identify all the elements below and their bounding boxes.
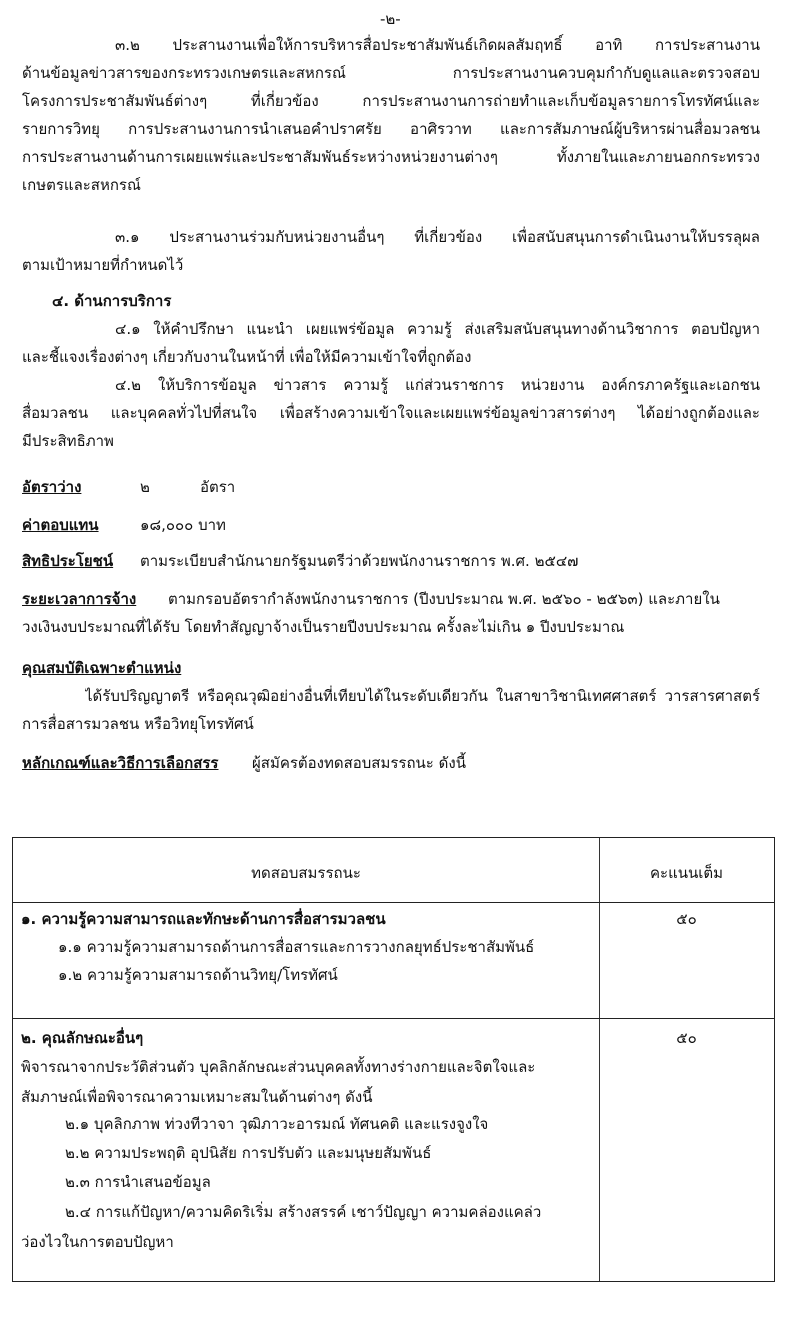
row-divider [13, 1018, 774, 1019]
table-header-score: คะแนนเต็ม [649, 864, 724, 882]
row-item: ๒.๑ บุคลิกภาพ ท่วงทีวาจา วุฒิภาวะอารมณ์ ทัศนคติ และแรงจูงใจ [65, 1115, 489, 1133]
text-line: การประสานงานด้านการเผยแพร่และประชาสัมพันธ์ระหว่างหน่วยงานต่างๆ ทั้งภายในและภายนอกกระทรวง [22, 148, 760, 166]
row-score: ๕๐ [676, 1029, 697, 1047]
vacancy-label: อัตราว่าง [22, 478, 82, 496]
row-item: ๒.๓ การนำเสนอข้อมูล [65, 1173, 211, 1191]
text-line: มีประสิทธิภาพ [22, 432, 114, 450]
row-item: ๑.๒ ความรู้ความสามารถด้านวิทยุ/โทรทัศน์ [58, 966, 338, 984]
row-divider [13, 902, 774, 903]
term-line: ตามกรอบอัตรากำลังพนักงานราชการ (ปีงบประมาณ พ.ศ. ๒๕๖๐ - ๒๕๖๓) และภายใน [168, 590, 720, 608]
table-header-competency: ทดสอบสมรรถนะ [251, 864, 361, 882]
text-line: สื่อมวลชน และบุคคลทั่วไปที่สนใจ เพื่อสร้างความเข้าใจและเผยแพร่ข้อมูลข่าวสารต่างๆ ได้อย่างถูกต้องและ [22, 404, 760, 422]
row-item-continuation: ว่องไวในการตอบปัญหา [21, 1233, 174, 1251]
benefits-value: ตามระเบียบสำนักนายกรัฐมนตรีว่าด้วยพนักงานราชการ พ.ศ. ๒๕๔๗ [140, 552, 579, 570]
text-line: ตามเป้าหมายที่กำหนดไว้ [22, 256, 184, 274]
text-line: โครงการประชาสัมพันธ์ต่างๆ ที่เกี่ยวข้อง การประสานงานการถ่ายทำและเก็บข้อมูลรายการโทรทัศน์และ [22, 92, 760, 110]
qualification-label: คุณสมบัติเฉพาะตำแหน่ง [22, 659, 182, 677]
text-line: ๔.๑ ให้คำปรึกษา แนะนำ เผยแพร่ข้อมูล ความรู้ ส่งเสริมสนับสนุนทางด้านวิชาการ ตอบปัญหา [115, 320, 760, 338]
qualification-line: ได้รับปริญญาตรี หรือคุณวุฒิอย่างอื่นที่เทียบได้ในระดับเดียวกัน ในสาขาวิชานิเทศศาสตร์ วารสารศาสตร์ [85, 687, 760, 705]
text-line: เกษตรและสหกรณ์ [22, 176, 141, 194]
selection-value: ผู้สมัครต้องทดสอบสมรรถนะ ดังนี้ [252, 754, 466, 772]
text-line: ๔.๒ ให้บริการข้อมูล ข่าวสาร ความรู้ แก่ส่วนราชการ หน่วยงาน องค์กรภาครัฐและเอกชน [115, 376, 760, 394]
row-title: ๒. คุณลักษณะอื่นๆ [21, 1029, 144, 1047]
text-line: และชี้แจงเรื่องต่างๆ เกี่ยวกับงานในหน้าที่ เพื่อให้มีความเข้าใจที่ถูกต้อง [22, 348, 472, 366]
vacancy-unit: อัตรา [200, 478, 236, 496]
text-line: รายการวิทยุ การประสานงานการนำเสนอคำปราศรัย อาศิรวาท และการสัมภาษณ์ผู้บริหารผ่านสื่อมวลชน [22, 120, 760, 138]
selection-label: หลักเกณฑ์และวิธีการเลือกสรร [22, 754, 219, 772]
term-line: วงเงินงบประมาณที่ได้รับ โดยทำสัญญาจ้างเป็นรายปีงบประมาณ ครั้งละไม่เกิน ๑ ปีงบประมาณ [22, 618, 625, 636]
section-4-heading: ๔. ด้านการบริการ [52, 292, 172, 310]
vacancy-count: ๒ [140, 478, 150, 496]
salary-label: ค่าตอบแทน [22, 516, 99, 534]
row-description: สัมภาษณ์เพื่อพิจารณาความเหมาะสมในด้านต่างๆ ดังนี้ [21, 1088, 373, 1106]
page-number: -๒- [380, 10, 401, 28]
term-label: ระยะเวลาการจ้าง [22, 590, 137, 608]
row-item: ๒.๒ ความประพฤติ อุปนิสัย การปรับตัว และมนุษยสัมพันธ์ [65, 1144, 432, 1162]
row-description: พิจารณาจากประวัติส่วนตัว บุคลิกลักษณะส่วนบุคคลทั้งทางร่างกายและจิตใจและ [21, 1058, 536, 1076]
column-divider [599, 838, 600, 1281]
qualification-line: การสื่อสารมวลชน หรือวิทยุโทรทัศน์ [22, 715, 254, 733]
benefits-label: สิทธิประโยชน์ [22, 552, 114, 570]
row-score: ๕๐ [676, 910, 697, 928]
salary-value: ๑๘,๐๐๐ บาท [140, 516, 226, 534]
text-line: ด้านข้อมูลข่าวสารของกระทรวงเกษตรและสหกรณ์ การประสานงานควบคุมกำกับดูแลและตรวจสอบ [22, 64, 760, 82]
text-line: ๓.๒ ประสานงานเพื่อให้การบริหารสื่อประชาสัมพันธ์เกิดผลสัมฤทธิ์ อาทิ การประสานงาน [115, 36, 760, 54]
text-line: ๓.๑ ประสานงานร่วมกับหน่วยงานอื่นๆ ที่เกี่ยวข้อง เพื่อสนับสนุนการดำเนินงานให้บรรลุผล [115, 228, 760, 246]
row-item: ๒.๔ การแก้ปัญหา/ความคิดริเริ่ม สร้างสรรค์ เชาว์ปัญญา ความคล่องแคล่ว [65, 1203, 542, 1221]
row-item: ๑.๑ ความรู้ความสามารถด้านการสื่อสารและการวางกลยุทธ์ประชาสัมพันธ์ [58, 938, 535, 956]
competency-table [12, 837, 775, 1282]
row-title: ๑. ความรู้ความสามารถและทักษะด้านการสื่อสารมวลชน [21, 910, 386, 928]
